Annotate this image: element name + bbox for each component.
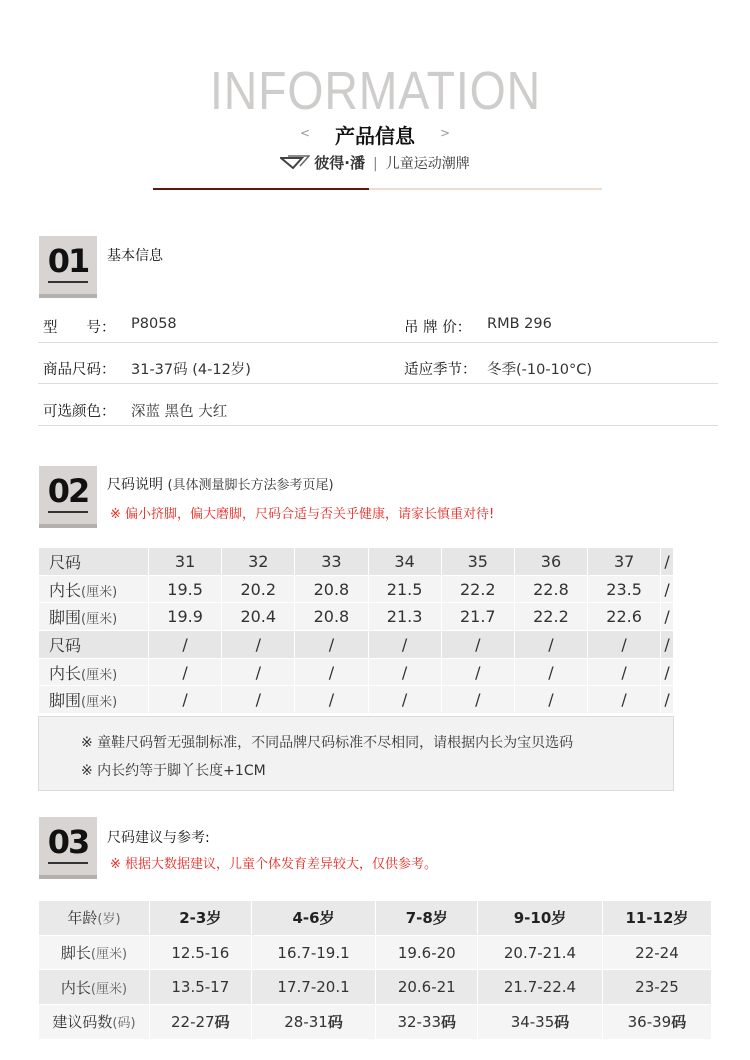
- color-value: 深蓝 黑色 大红: [131, 404, 228, 420]
- model-label: 型 号：: [43, 320, 116, 336]
- table-cell: [602, 935, 711, 970]
- cell-value: 34-35: [510, 1013, 555, 1032]
- cell-value: 22-27: [171, 1013, 215, 1032]
- table-cell: /: [661, 658, 674, 686]
- section-number: 01: [47, 242, 89, 280]
- row-unit: (码): [112, 1016, 136, 1032]
- table-row: [39, 935, 712, 970]
- row-unit: (厘米): [90, 947, 128, 963]
- row-label: [39, 686, 149, 714]
- table-cell: /: [441, 686, 514, 714]
- cell-value: 16.7-19.1: [277, 943, 350, 962]
- size-note-1: ※ 童鞋尺码暂无强制标准，不同品牌尺码标准不尽相同，请根据内长为宝贝选码: [81, 735, 574, 751]
- table-cell: /: [222, 686, 295, 714]
- table-cell: 21.3: [368, 603, 441, 631]
- table-cell: [150, 970, 252, 1005]
- cell-value: 19.6-20: [397, 943, 456, 962]
- cell-value: 21.7-22.4: [503, 978, 577, 997]
- divider: [38, 425, 718, 426]
- table-cell: /: [149, 686, 222, 714]
- size-label: 商品尺码：: [43, 362, 116, 378]
- table-row: [39, 970, 712, 1005]
- table-header-row: [39, 901, 712, 936]
- cell-value: 12.5-16: [171, 943, 230, 962]
- table-cell: /: [149, 631, 222, 659]
- brand-tagline: 儿童运动潮牌: [385, 156, 470, 172]
- cell-suffix: 码: [214, 1013, 230, 1032]
- cell-value: 17.7-20.1: [277, 978, 350, 997]
- section-title-size-guide: [107, 474, 334, 494]
- column-header: 4-6岁: [251, 901, 376, 936]
- size-guide-title: 尺码说明: [107, 477, 163, 493]
- color-label: 可选颜色：: [43, 404, 116, 420]
- table-cell: 34: [368, 548, 441, 576]
- table-cell: [478, 1005, 603, 1040]
- brand-logo-icon: [280, 155, 310, 173]
- header-title-cn: 产品信息: [335, 124, 415, 148]
- brand-line: [0, 152, 750, 173]
- row-unit: (厘米): [81, 584, 118, 600]
- row-label-text: 年龄: [67, 909, 98, 928]
- table-cell: /: [368, 686, 441, 714]
- cell-suffix: 码: [554, 1013, 570, 1032]
- table-cell: /: [661, 603, 674, 631]
- row-label-text: 内长: [60, 978, 91, 997]
- table-row: [39, 603, 674, 631]
- table-row: [39, 686, 674, 714]
- arrow-right-icon: >: [440, 126, 451, 140]
- table-cell: /: [661, 548, 674, 576]
- cell-suffix: 码: [327, 1013, 343, 1032]
- row-label: [39, 548, 149, 576]
- table-cell: 20.8: [295, 575, 368, 603]
- table-cell: 19.5: [149, 575, 222, 603]
- row-label-text: 建议码数: [52, 1013, 113, 1032]
- section-badge-03: [39, 817, 97, 875]
- size-note-2: ※ 内长约等于脚丫长度+1CM: [81, 763, 266, 779]
- table-cell: 22.8: [514, 575, 587, 603]
- table-cell: /: [441, 631, 514, 659]
- table-row: [39, 548, 674, 576]
- cell-suffix: 码: [441, 1013, 457, 1032]
- row-label: [39, 658, 149, 686]
- row-label: [39, 631, 149, 659]
- table-cell: 20.8: [295, 603, 368, 631]
- table-cell: [376, 935, 478, 970]
- season-value: 冬季(-10-10°C): [487, 362, 593, 378]
- table-cell: [150, 1005, 252, 1040]
- table-cell: [251, 970, 376, 1005]
- table-cell: /: [368, 658, 441, 686]
- table-cell: 37: [588, 548, 661, 576]
- price-label: 吊 牌 价：: [404, 320, 472, 336]
- divider: [38, 383, 718, 384]
- cell-value: 13.5-17: [171, 978, 230, 997]
- divider: [38, 342, 718, 343]
- table-cell: 22.6: [588, 603, 661, 631]
- section-number: 03: [47, 823, 89, 861]
- price-value: RMB 296: [487, 316, 552, 332]
- table-cell: 32: [222, 548, 295, 576]
- table-cell: /: [295, 658, 368, 686]
- row-unit: (厘米): [81, 667, 118, 683]
- table-cell: [376, 1005, 478, 1040]
- model-value: P8058: [131, 316, 177, 332]
- table-cell: 22.2: [441, 575, 514, 603]
- table-cell: /: [514, 658, 587, 686]
- row-label-text: 尺码: [49, 635, 82, 655]
- table-cell: [251, 1005, 376, 1040]
- section-badge-01: [39, 236, 97, 294]
- size-guide-subtitle: (具体测量脚长方法参考页尾): [167, 478, 334, 493]
- row-label: [39, 603, 149, 631]
- brand-name: 彼得·潘: [314, 154, 365, 172]
- row-unit: (岁): [97, 912, 121, 928]
- header-divider-dark: [153, 188, 369, 190]
- cell-value: 28-31: [284, 1013, 328, 1032]
- row-label-text: 内长: [49, 580, 82, 600]
- table-row: [39, 1005, 712, 1040]
- section-badge-02: [39, 466, 97, 524]
- row-label-text: 尺码: [49, 552, 82, 572]
- section-title-basic-info: 基本信息: [107, 248, 163, 264]
- cell-value: 20.7-21.4: [503, 943, 577, 962]
- table-cell: /: [661, 631, 674, 659]
- table-cell: 21.5: [368, 575, 441, 603]
- column-header: 2-3岁: [150, 901, 252, 936]
- brand-separator: |: [372, 156, 378, 172]
- table-cell: [478, 970, 603, 1005]
- row-label-text: 脚长: [60, 944, 91, 963]
- header-divider-light: [369, 188, 602, 190]
- table-cell: [478, 935, 603, 970]
- table-cell: 35: [441, 548, 514, 576]
- column-header: 9-10岁: [478, 901, 603, 936]
- table-cell: 19.9: [149, 603, 222, 631]
- season-label: 适应季节：: [404, 362, 477, 378]
- size-notes-box: [38, 716, 674, 791]
- table-cell: [251, 935, 376, 970]
- table-cell: [376, 970, 478, 1005]
- table-cell: /: [588, 658, 661, 686]
- cell-value: 32-33: [397, 1013, 442, 1032]
- row-label-text: 内长: [49, 663, 82, 683]
- size-guide-warning: ※ 偏小挤脚，偏大磨脚，尺码合适与否关乎健康，请家长慎重对待!: [110, 507, 495, 522]
- row-unit: (厘米): [81, 612, 118, 628]
- recommend-warning: ※ 根据大数据建议，儿童个体发育差异较大，仅供参考。: [110, 857, 438, 872]
- size-value: 31-37码 (4-12岁): [131, 362, 251, 378]
- row-label: [39, 575, 149, 603]
- row-label: [39, 970, 150, 1005]
- table-cell: /: [514, 686, 587, 714]
- table-cell: /: [441, 658, 514, 686]
- table-cell: [150, 935, 252, 970]
- table-cell: 20.4: [222, 603, 295, 631]
- table-cell: /: [368, 631, 441, 659]
- row-label-text: 脚围: [49, 691, 82, 711]
- table-cell: /: [588, 631, 661, 659]
- table-cell: /: [661, 575, 674, 603]
- table-cell: 20.2: [222, 575, 295, 603]
- cell-suffix: 码: [671, 1013, 687, 1032]
- row-unit: (厘米): [90, 981, 128, 997]
- table-cell: 23.5: [588, 575, 661, 603]
- table-cell: /: [222, 631, 295, 659]
- column-header: 7-8岁: [376, 901, 478, 936]
- cell-value: 36-39: [627, 1013, 672, 1032]
- table-cell: 21.7: [441, 603, 514, 631]
- table-cell: [602, 1005, 711, 1040]
- section-number: 02: [47, 472, 89, 510]
- row-label: [39, 935, 150, 970]
- table-cell: 33: [295, 548, 368, 576]
- arrow-left-icon: <: [300, 126, 311, 140]
- section-title-recommend: 尺码建议与参考:: [107, 830, 210, 846]
- row-label: [39, 1005, 150, 1040]
- table-cell: /: [514, 631, 587, 659]
- cell-value: 20.6-21: [397, 978, 456, 997]
- table-row: [39, 575, 674, 603]
- column-header: 11-12岁: [602, 901, 711, 936]
- table-cell: 31: [149, 548, 222, 576]
- table-cell: /: [588, 686, 661, 714]
- table-cell: [602, 970, 711, 1005]
- table-cell: /: [295, 686, 368, 714]
- row-unit: (厘米): [81, 695, 118, 711]
- row-label: [39, 901, 150, 936]
- table-cell: /: [222, 658, 295, 686]
- table-row: [39, 658, 674, 686]
- recommend-table: [38, 900, 712, 1040]
- table-cell: 36: [514, 548, 587, 576]
- size-table: [38, 547, 674, 714]
- cell-value: 22-24: [635, 943, 679, 962]
- table-cell: 22.2: [514, 603, 587, 631]
- row-label-text: 脚围: [49, 608, 82, 628]
- table-cell: /: [661, 686, 674, 714]
- table-row: [39, 631, 674, 659]
- table-cell: /: [149, 658, 222, 686]
- table-cell: /: [295, 631, 368, 659]
- cell-value: 23-25: [635, 978, 679, 997]
- header-title-en: INFORMATION: [209, 61, 541, 121]
